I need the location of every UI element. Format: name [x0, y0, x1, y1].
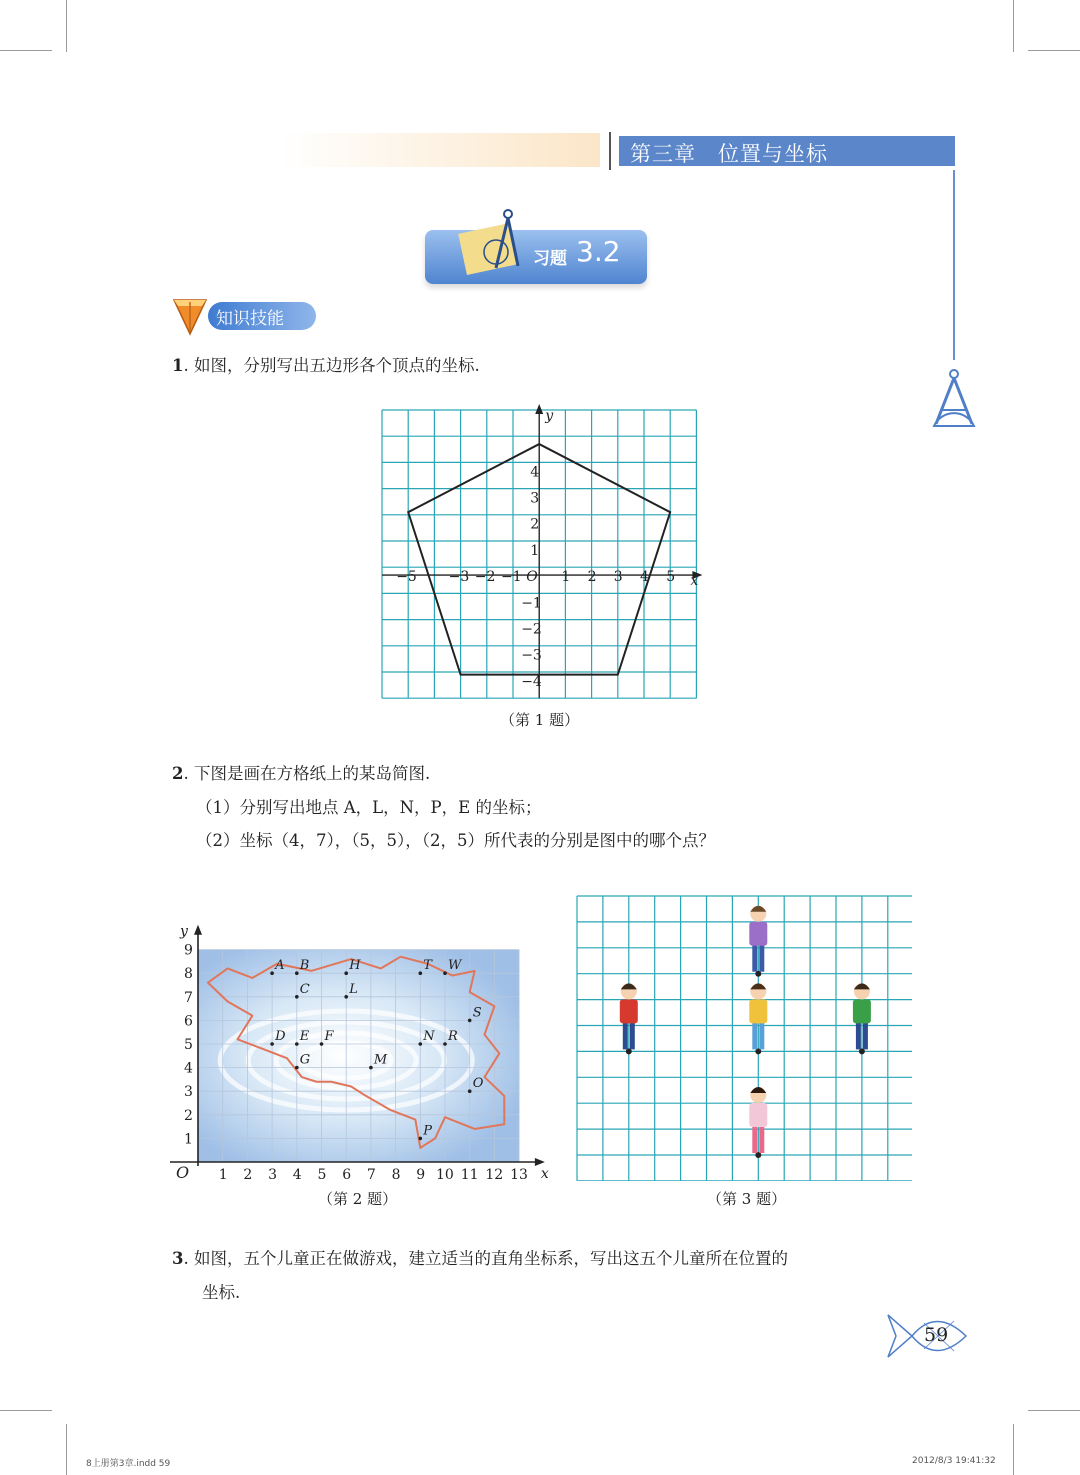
- y-axis-label: y: [180, 923, 188, 940]
- y-tick-label: 1: [184, 1131, 193, 1148]
- child-leg: [856, 1021, 861, 1049]
- child-leg: [752, 944, 757, 972]
- y-axis-arrow: [194, 925, 202, 935]
- map-point: [270, 971, 274, 975]
- x-tick-label: −1: [501, 569, 522, 586]
- point-label: C: [299, 981, 310, 997]
- question-2-part-2: （2）坐标（4，7），（5，5），（2，5）所代表的分别是图中的哪个点？: [196, 831, 715, 850]
- children-game-figure: [576, 895, 912, 1181]
- map-point: [419, 1137, 423, 1141]
- child-body: [749, 999, 767, 1023]
- point-label: O: [472, 1076, 484, 1092]
- y-tick-label: 4: [184, 1060, 193, 1077]
- island-map-figure: [166, 910, 556, 1188]
- x-tick-label: 4: [292, 1167, 302, 1183]
- y-tick-label: 5: [184, 1037, 193, 1053]
- child-leg: [752, 1125, 757, 1153]
- chapter-number: 第三章: [630, 142, 696, 166]
- y-tick-label: 1: [530, 542, 540, 559]
- x-tick-label: 2: [243, 1167, 253, 1183]
- map-point: [295, 1066, 299, 1070]
- question-1: 1. 如图，分别写出五边形各个顶点的坐标.: [172, 356, 480, 375]
- question-text: 下图是画在方格纸上的某岛简图.: [193, 764, 431, 783]
- crop-mark: [1013, 1424, 1014, 1475]
- x-tick-label: 12: [485, 1167, 504, 1183]
- child-body: [749, 1103, 767, 1127]
- figure-caption: （第 3 题）: [707, 1190, 787, 1208]
- child-leg: [759, 944, 764, 972]
- map-point: [468, 1089, 472, 1093]
- map-point: [419, 1042, 423, 1046]
- x-tick-label: 13: [510, 1167, 528, 1183]
- point-label: L: [349, 981, 358, 997]
- footer-file: 8上册第3章.indd 59: [86, 1459, 171, 1469]
- origin-label: O: [176, 1163, 190, 1182]
- child-hair: [621, 983, 637, 989]
- chapter-name: 位置与坐标: [718, 142, 828, 166]
- x-tick-label: 7: [366, 1167, 376, 1183]
- point-label: E: [299, 1029, 310, 1044]
- point-label: H: [349, 958, 361, 974]
- map-point: [295, 971, 299, 975]
- map-point: [419, 971, 423, 975]
- question-text: 如图，五个儿童正在做游戏，建立适当的直角坐标系，写出这五个儿童所在位置的: [193, 1249, 788, 1268]
- child-leg: [759, 1125, 764, 1153]
- x-tick-label: 5: [666, 569, 676, 586]
- point-label: G: [299, 1052, 311, 1068]
- child-leg: [623, 1021, 628, 1049]
- x-tick-label: −3: [448, 569, 470, 586]
- x-tick-label: 11: [460, 1167, 479, 1183]
- map-point: [369, 1066, 373, 1070]
- y-tick-label: 4: [530, 464, 540, 481]
- child-leg: [759, 1021, 764, 1049]
- question-3: 3. 如图，五个儿童正在做游戏，建立适当的直角坐标系，写出这五个儿童所在位置的: [172, 1249, 788, 1268]
- y-tick-label: 9: [184, 942, 193, 959]
- map-point: [344, 995, 348, 999]
- point-label: F: [324, 1029, 334, 1044]
- question-number: 3: [172, 1249, 184, 1268]
- child-leg: [752, 1021, 757, 1049]
- y-tick-label: 3: [530, 490, 540, 507]
- y-tick-label: 2: [184, 1107, 193, 1124]
- crop-mark: [66, 0, 67, 52]
- crop-mark: [66, 1424, 67, 1475]
- header-separator: [609, 132, 611, 170]
- question-3-continued: 坐标.: [202, 1283, 241, 1302]
- header-decoration: [280, 133, 600, 167]
- y-tick-label: 3: [184, 1084, 193, 1101]
- map-point: [443, 971, 447, 975]
- point-label: S: [472, 1005, 482, 1021]
- x-tick-label: 8: [391, 1167, 401, 1183]
- question-text: 如图，分别写出五边形各个顶点的坐标.: [193, 356, 480, 375]
- x-tick-label: −5: [396, 569, 417, 586]
- map-point: [295, 1042, 299, 1046]
- crop-mark: [1028, 50, 1080, 51]
- crop-mark: [0, 50, 52, 51]
- x-tick-label: 4: [640, 569, 649, 586]
- x-tick-label: 1: [561, 569, 571, 586]
- y-tick-label: 2: [530, 516, 540, 533]
- y-tick-label: −4: [521, 673, 542, 690]
- footer-timestamp: 2012/8/3 19:41:32: [912, 1456, 996, 1466]
- y-tick-label: 8: [184, 966, 193, 983]
- child-hair: [750, 1087, 766, 1093]
- child-leg: [863, 1021, 868, 1049]
- exercise-label: 习题: [533, 249, 567, 269]
- map-point: [295, 995, 299, 999]
- x-axis-label: x: [540, 1166, 549, 1182]
- drawing-compass-icon: [478, 208, 524, 274]
- child-body: [749, 922, 767, 946]
- y-tick-label: 7: [184, 989, 193, 1006]
- question-2-part-1: （1）分别写出地点 A，L，N，P，E 的坐标；: [196, 798, 542, 817]
- exercise-number: 3.2: [576, 235, 621, 268]
- x-tick-label: 10: [436, 1167, 454, 1183]
- map-point: [468, 1019, 472, 1023]
- y-axis-arrow: [535, 404, 543, 414]
- pencil-icon: [172, 294, 208, 336]
- child-body: [620, 999, 638, 1023]
- point-label: B: [299, 958, 310, 974]
- crop-mark: [1028, 1410, 1080, 1411]
- child-hair: [750, 983, 766, 989]
- pentagon-grid-figure: [372, 400, 712, 710]
- y-axis-label: y: [545, 408, 554, 424]
- map-point: [443, 1042, 447, 1046]
- margin-line: [953, 170, 955, 360]
- x-tick-label: −2: [474, 569, 496, 586]
- x-tick-label: 1: [218, 1167, 228, 1183]
- point-label: P: [423, 1123, 433, 1139]
- child-leg: [630, 1021, 635, 1049]
- figure-caption: （第 1 题）: [500, 711, 580, 729]
- x-tick-label: 2: [587, 569, 597, 586]
- map-point: [344, 971, 348, 975]
- crop-mark: [0, 1410, 52, 1411]
- crop-mark: [1013, 0, 1014, 52]
- page-number: 59: [924, 1324, 949, 1346]
- compass-icon: [928, 366, 980, 432]
- x-axis-label: x: [690, 573, 699, 590]
- point-label: N: [423, 1029, 435, 1044]
- point-label: A: [275, 958, 285, 974]
- point-label: T: [423, 958, 432, 974]
- y-tick-label: −2: [521, 621, 542, 638]
- x-axis-arrow: [535, 1158, 545, 1166]
- map-point: [270, 1042, 274, 1046]
- question-number: 1: [172, 356, 184, 375]
- map-point: [320, 1042, 324, 1046]
- question-2: 2. 下图是画在方格纸上的某岛简图.: [172, 764, 431, 783]
- question-number: 2: [172, 764, 184, 783]
- y-tick-label: 6: [184, 1013, 193, 1030]
- chapter-title: [630, 138, 828, 168]
- x-tick-label: 3: [268, 1167, 278, 1183]
- point-label: R: [448, 1029, 458, 1044]
- y-tick-label: −3: [521, 647, 542, 664]
- x-tick-label: 3: [613, 569, 623, 586]
- point-label: M: [373, 1052, 388, 1068]
- origin-label: O: [526, 569, 538, 586]
- child-hair: [854, 983, 870, 989]
- x-tick-label: 9: [416, 1167, 426, 1183]
- child-body: [853, 999, 871, 1023]
- y-tick-label: −1: [521, 595, 542, 612]
- figure-caption: （第 2 题）: [318, 1190, 398, 1208]
- child-hair: [750, 906, 766, 912]
- point-label: W: [448, 958, 462, 974]
- x-tick-label: 6: [342, 1167, 352, 1183]
- x-tick-label: 5: [317, 1167, 327, 1183]
- point-label: D: [275, 1029, 286, 1044]
- section-label: 知识技能: [216, 309, 284, 329]
